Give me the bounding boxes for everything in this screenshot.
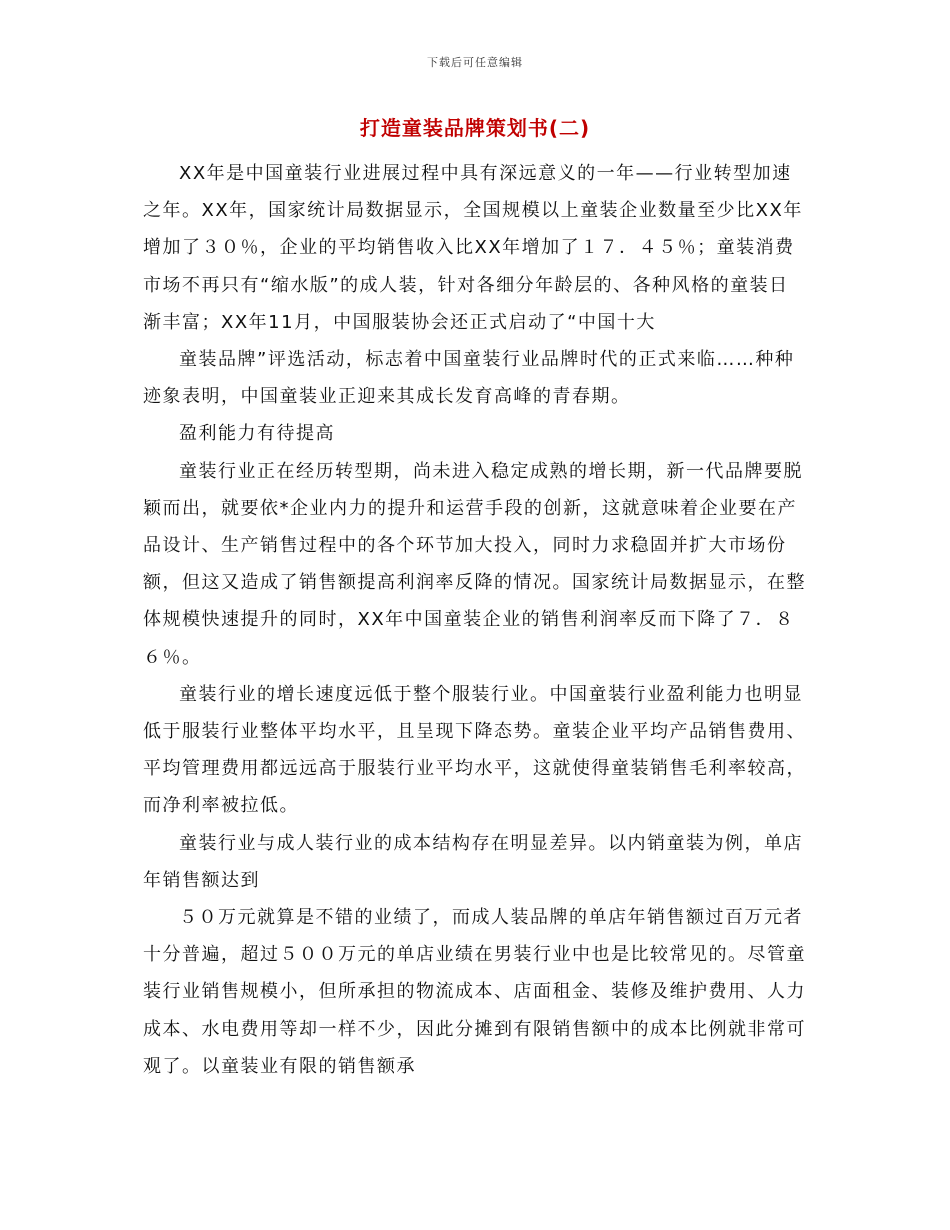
document-body	[143, 155, 808, 1085]
paragraph: XX年是中国童装行业进展过程中具有深远意义的一年——行业转型加速之年。XX年，国家统计局数据显示，全国规模以上童装企业数量至少比XX年增加了３０％，企业的平均销售收入比XX年增加了１７．４５％；童装消费市场不再只有“缩水版”的成人装，针对各细分年龄层的、各种风格的童装日渐丰富；XX年11月，中国服装协会还正式启动了“中国十大	[143, 163, 803, 333]
page-header-note: 下载后可任意编辑	[427, 56, 523, 69]
paragraph: 童装行业与成人装行业的成本结构存在明显差异。以内销童装为例，单店年销售额达到	[143, 832, 803, 891]
section-heading: 盈利能力有待提高	[179, 423, 335, 445]
document-title: 打造童装品牌策划书(二)	[359, 116, 591, 140]
paragraph: 童装行业正在经历转型期，尚未进入稳定成熟的增长期，新一代品牌要脱颖而出，就要依*企业内力的提升和运营手段的创新，这就意味着企业要在产品设计、生产销售过程中的各个环节加大投入，同时力求稳固并扩大市场份额，但这又造成了销售额提高利润率反降的情况。国家统计局数据显示，在整体规模快速提升的同时，XX年中国童装企业的销售利润率反而下降了７．８６％。	[143, 460, 806, 668]
paragraph: 童装品牌”评选活动，标志着中国童装行业品牌时代的正式来临……种种迹象表明，中国童装业正迎来其成长发育高峰的青春期。	[143, 349, 795, 408]
paragraph: ５０万元就算是不错的业绩了，而成人装品牌的单店年销售额过百万元者十分普遍，超过５００万元的单店业绩在男装行业中也是比较常见的。尽管童装行业销售规模小，但所承担的物流成本、店面租金、装修及维护费用、人力成本、水电费用等却一样不少，因此分摊到有限销售额中的成本比例就非常可观了。以童装业有限的销售额承	[143, 907, 806, 1077]
paragraph: 童装行业的增长速度远低于整个服装行业。中国童装行业盈利能力也明显低于服装行业整体平均水平，且呈现下降态势。童装企业平均产品销售费用、平均管理费用都远远高于服装行业平均水平，这就使得童装销售毛利率较高，而净利率被拉低。	[143, 683, 806, 817]
